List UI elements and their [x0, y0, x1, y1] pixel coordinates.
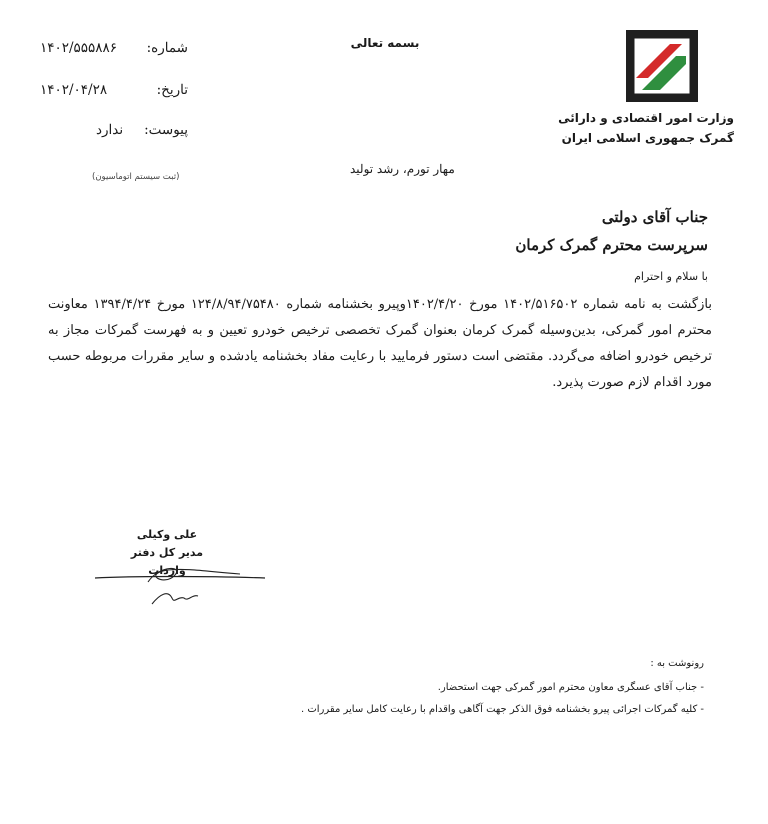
signer-name: علی وکیلی	[136, 528, 198, 541]
customs-logo	[626, 30, 698, 102]
attachment-label: پیوست:	[144, 122, 188, 138]
organization-name: گمرک جمهوری اسلامی ایران	[561, 131, 734, 145]
handwritten-signature	[90, 560, 270, 610]
cc-heading: رونوشت به :	[650, 658, 704, 669]
ministry-name: وزارت امور اقتصادی و دارائی	[558, 111, 734, 125]
number-label: شماره:	[146, 40, 188, 56]
date-row	[40, 82, 188, 106]
automation-note: (ثبت سیستم اتوماسیون)	[92, 172, 180, 182]
date-label: تاریخ:	[156, 82, 188, 98]
recipient-name: جناب آقای دولتی	[601, 208, 708, 226]
signer-position: مدیر کل دفتر واردات	[130, 546, 204, 577]
attachment-row	[40, 122, 188, 146]
greeting: با سلام و احترام	[634, 270, 708, 283]
date-value: ۱۴۰۲/۰۴/۲۸	[40, 82, 108, 98]
ministry-block	[558, 108, 734, 148]
cc-item: - کلیه گمرکات اجرائی پیرو بخشنامه فوق الذکر جهت آگاهی واقدام با رعایت کامل سایر مقررات .	[300, 704, 704, 715]
attachment-value: ندارد	[96, 122, 124, 138]
number-value: ۱۴۰۲/۵۵۵۸۸۶	[40, 40, 118, 56]
cc-item: - جناب آقای عسگری معاون محترم امور گمرکی جهت استحضار.	[437, 682, 704, 693]
letter-body: بازگشت به نامه شماره ۱۴۰۲/۵۱۶۵۰۲ مورخ ۱۴۰۲/۴/۲۰وپیرو بخشنامه شماره ۱۲۴/۸/۹۴/۷۵۴۸۰ مورخ ۱۳۹۴/۴/۲۴ معاونت محترم امور گمرکی، بدین‌وسیله گمرک کرمان بعنوان گمرک تخصصی ترخیص خودرو تعیین و به فهرست گمرکات مجاز به ترخیص خودرو اضافه می‌گردد. مقتضی است دستور فرمایید با رعایت مفاد بخشنامه یادشده و سایر مقررات مربوطه حسب مورد اقدام لازم صورت پذیرد.	[48, 297, 712, 390]
bismillah-heading: بسمه تعالی	[350, 36, 420, 50]
number-row	[40, 40, 188, 64]
slogan: مهار تورم، رشد تولید	[350, 162, 455, 176]
recipient-title: سرپرست محترم گمرک کرمان	[515, 236, 708, 254]
